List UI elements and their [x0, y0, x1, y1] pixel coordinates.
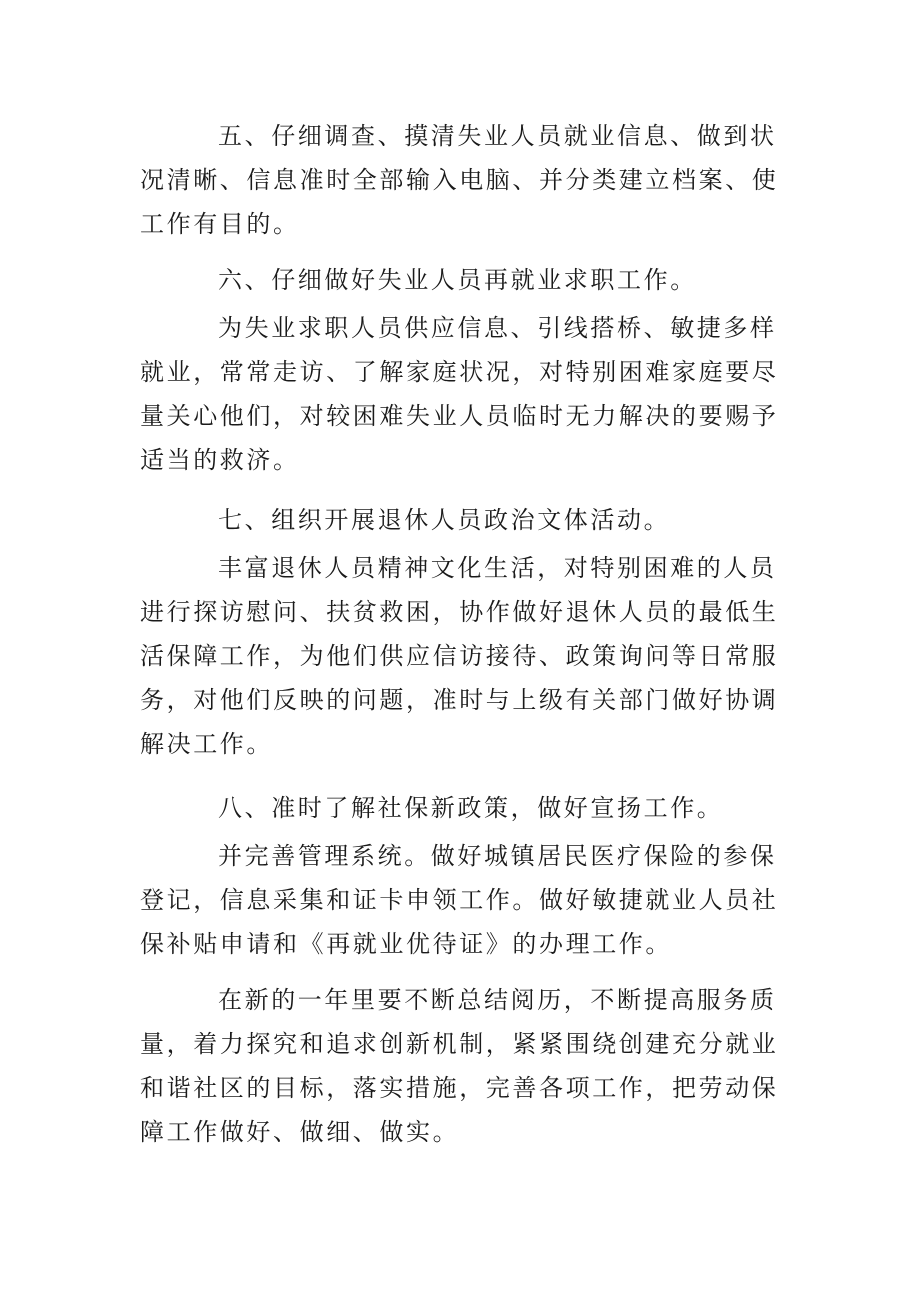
- paragraph-7-heading: 七、组织开展退休人员政治文体活动。: [218, 506, 671, 534]
- paragraph-closing: 在新的一年里要不断总结阅历，不断提高服务质量，着力探究和追求创新机制，紧紧围绕创建充分就业和谐社区的目标，落实措施，完善各项工作，把劳动保障工作做好、做细、做实。: [140, 986, 779, 1146]
- paragraph-8-body: 并完善管理系统。做好城镇居民医疗保险的参保登记，信息采集和证卡申领工作。做好敏捷就业人员社保补贴申请和《再就业优待证》的办理工作。: [140, 842, 779, 958]
- paragraph-5-investigation: 五、仔细调查、摸清失业人员就业信息、做到状况清晰、信息准时全部输入电脑、并分类建立档案、使工作有目的。: [140, 122, 779, 238]
- paragraph-6-heading: 六、仔细做好失业人员再就业求职工作。: [218, 266, 697, 294]
- paragraph-7-body: 丰富退休人员精神文化生活，对特别困难的人员进行探访慰问、扶贫救困，协作做好退休人员的最低生活保障工作，为他们供应信访接待、政策询问等日常服务，对他们反映的问题，准时与上级有关部门做好协调解决工作。: [140, 554, 779, 758]
- paragraph-6-body: 为失业求职人员供应信息、引线搭桥、敏捷多样就业，常常走访、了解家庭状况，对特别困难家庭要尽量关心他们，对较困难失业人员临时无力解决的要赐予适当的救济。: [140, 314, 779, 474]
- paragraph-8-heading: 八、准时了解社保新政策，做好宣扬工作。: [218, 794, 724, 822]
